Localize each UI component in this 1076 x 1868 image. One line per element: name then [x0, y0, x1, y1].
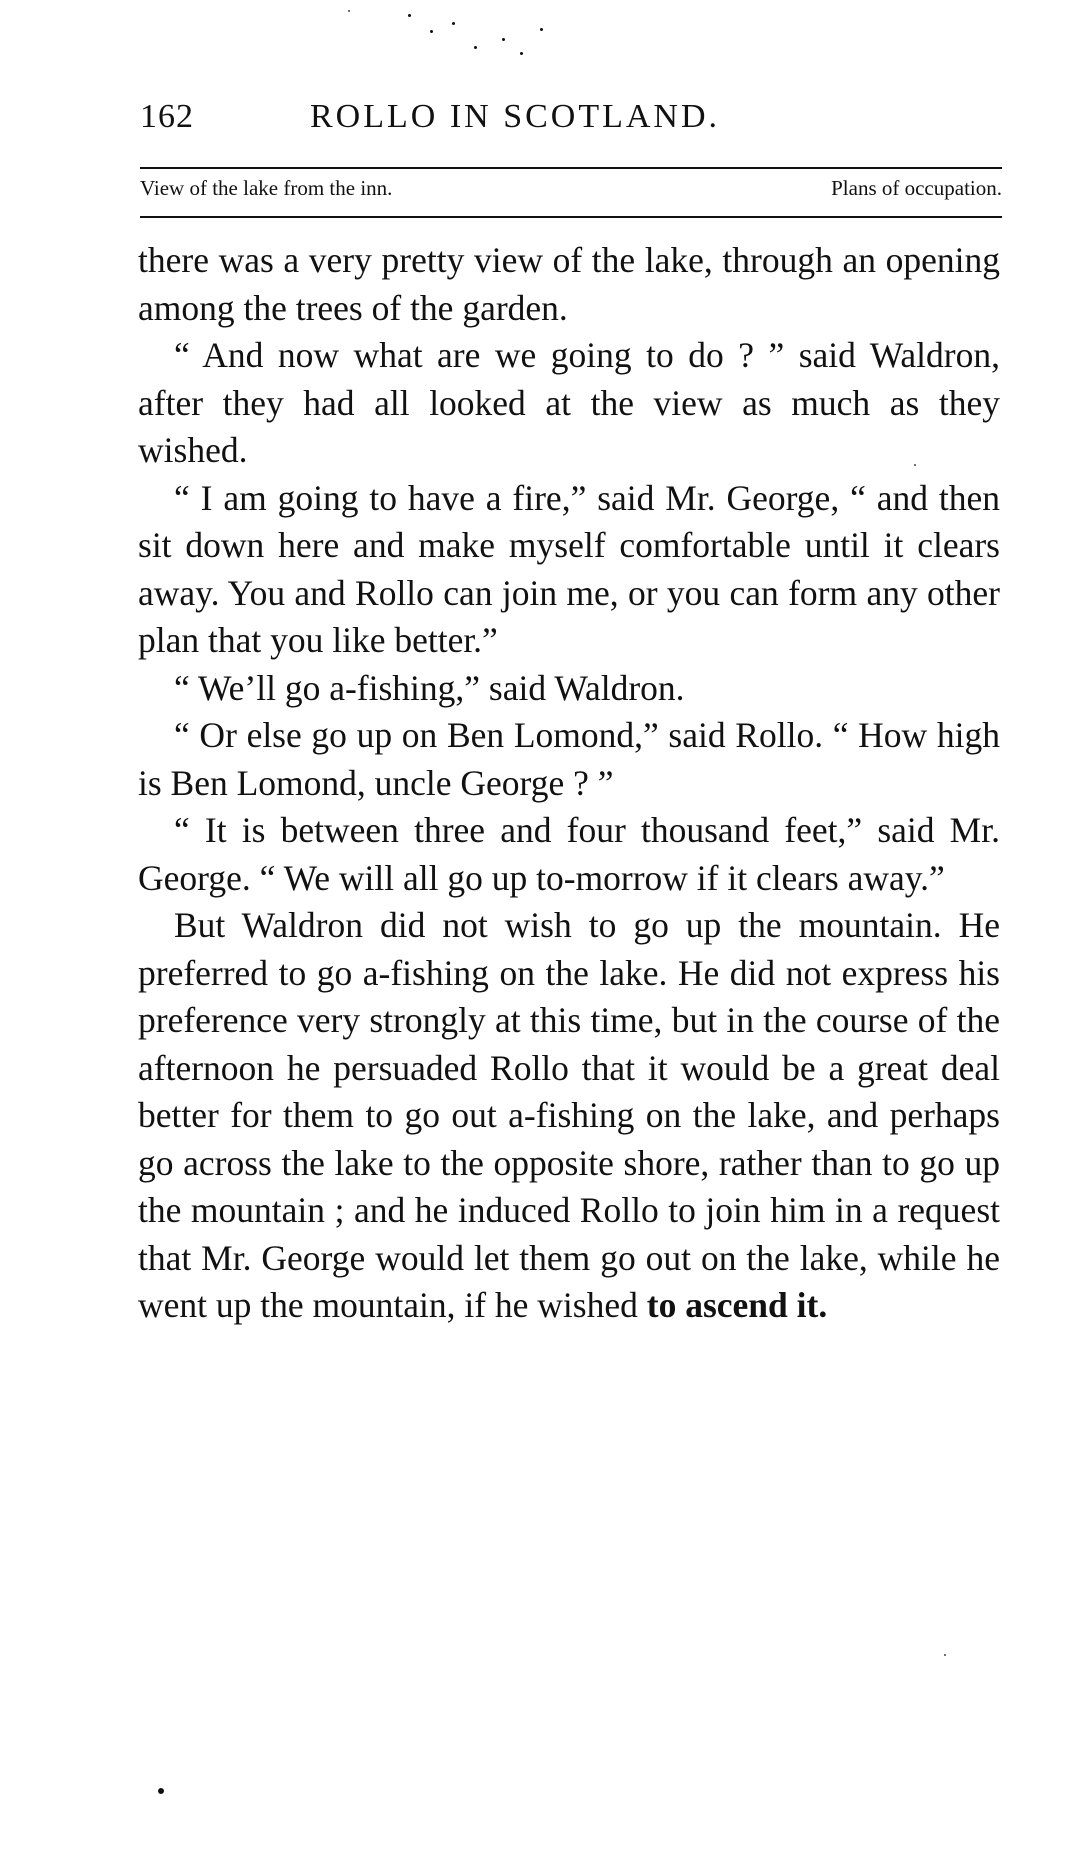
header-rule-top	[140, 167, 1002, 169]
print-speck	[944, 1654, 946, 1656]
print-speck	[408, 14, 411, 17]
print-speck	[474, 46, 477, 49]
paragraph-4: “ We’ll go a-fishing,” said Waldron.	[174, 667, 685, 708]
paragraph-1: there was a very pretty view of the lake, through an opening among the trees of the garden.	[138, 240, 1000, 328]
header-rule-bottom	[140, 216, 1002, 218]
print-speck	[540, 28, 543, 31]
print-speck	[348, 10, 350, 12]
print-speck	[452, 22, 455, 25]
print-speck	[914, 464, 916, 466]
paragraph-7	[138, 902, 1000, 1330]
topic-left: View of the lake from the inn.	[140, 176, 393, 200]
page-number: 162	[140, 98, 194, 135]
running-head	[140, 98, 1000, 148]
print-speck	[158, 1788, 164, 1794]
paragraph-3: “ I am going to have a fire,” said Mr. George, “ and then sit down here and make myself comfortable until it clears away. You and Rollo can join me, or you can form any other plan that you like better.”	[138, 477, 1000, 660]
paragraph-2: “ And now what are we going to do ? ” said Waldron, after they had all looked at the view as much as they wished.	[138, 335, 1000, 470]
book-title: ROLLO IN SCOTLAND.	[310, 98, 721, 135]
body-text	[138, 237, 1000, 1330]
print-speck	[430, 30, 433, 33]
paragraph-7-text: But Waldron did not wish to go up the mountain. He preferred to go a-fishing on the lake. He did not express his preference very strongly at this time, but in the course of the afternoon he persuaded Rollo that it would be a great deal better for them to go out a-fishing on the lake, and perhaps go across the lake to the opposite shore, rather than to go up the mountain ; and he induced Rollo to join him in a request that Mr. George would let them go out on the lake, while he went up the mountain, if he wished	[138, 905, 1000, 1325]
print-speck	[502, 38, 505, 41]
paragraph-6: “ It is between three and four thousand feet,” said Mr. George. “ We will all go up to-morrow if it clears away.”	[138, 810, 1000, 898]
topic-right: Plans of occupation.	[831, 176, 1002, 200]
paragraph-5: “ Or else go up on Ben Lomond,” said Rollo. “ How high is Ben Lomond, uncle George ? ”	[138, 715, 1000, 803]
print-speck	[520, 52, 523, 55]
paragraph-7-ending: to ascend it.	[637, 1285, 828, 1325]
